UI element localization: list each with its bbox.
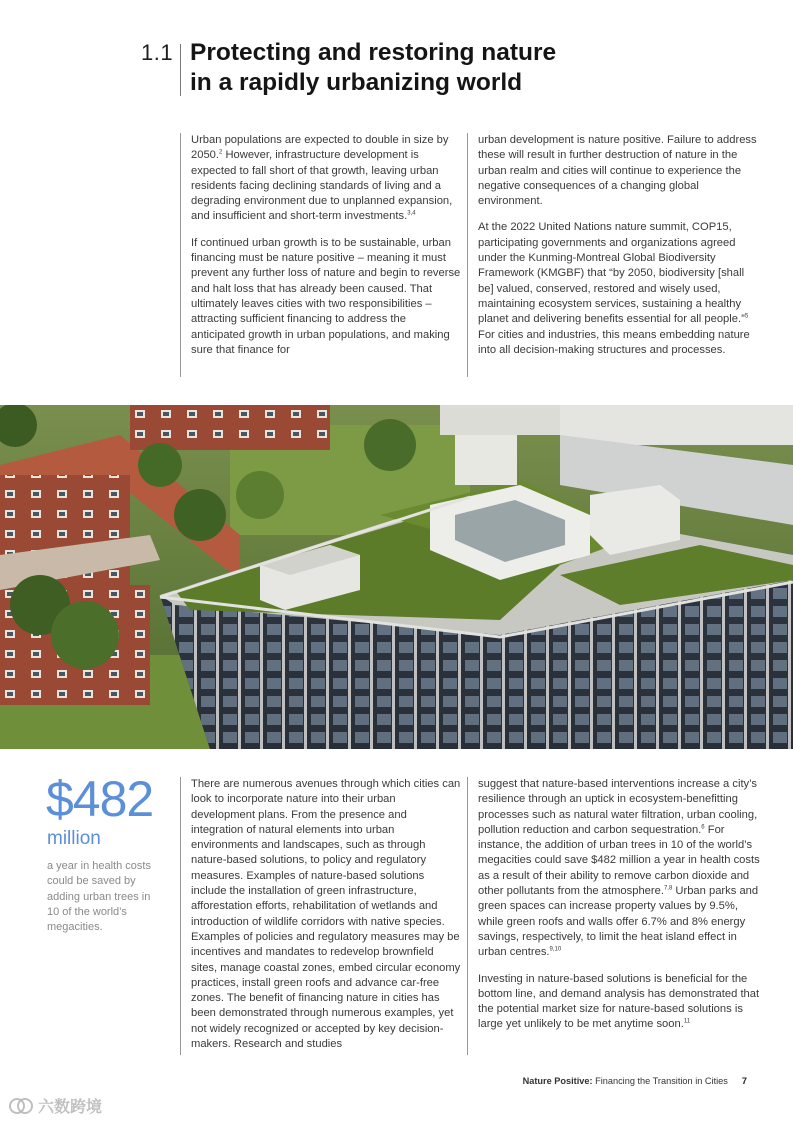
paragraph-text: For instance, the addition of urban trees in 10 of the world’s megacities could save $482 million a year in health costs as a result of their ability to remove carbon dioxide and other pollutants from the atmosphere. xyxy=(478,823,760,898)
page-title xyxy=(190,38,610,98)
bottom-left-column xyxy=(180,777,461,1055)
paragraph-text: Investing in nature-based solutions is beneficial for the bottom line, and demand analysis has demonstrated that the potential market size for nature-based solutions is large yet unlikely to be met anytime soon. xyxy=(478,972,760,1031)
footer-title xyxy=(523,1076,728,1086)
paragraph-text: At the 2022 United Nations nature summit, COP15, participating governments and organizations agreed under the Kunming-Montreal Global Biodiversity Framework (KMGBF) that “by 2050, biodiversity [shall be] valued, conserved, restored and wisely used, maintaining ecosystem services, sustaining a healthy planet and delivering benefits essential for all people.” xyxy=(478,221,745,326)
bottom-right-column xyxy=(467,777,760,1055)
section-divider xyxy=(180,44,181,96)
watermark-text: 六数跨境 xyxy=(38,1099,103,1116)
paragraph: There are numerous avenues through which cities can look to incorporate nature into their urban development plans. From the presence and integration of natural elements into urban environments and landscapes, such as through nature-based solutions, to policy and regulatory measures. Examples of nature-based solutions include the installation of green infrastructure, afforestation efforts, rehabilitation of wetlands and introduction of wildlife corridors with native species. Examples of policies and regulatory measures may be incentives and mandates to redevelop brownfield sites, manage coastal zones, embed circular economy practices, install green roofs and advance car-free zones. The benefit of financing nature in cities has been demonstrated through numerous examples, yet not widely recognized or accepted by key decision-makers. Research and studies xyxy=(191,778,461,1051)
footnote-ref: 5 xyxy=(744,313,749,320)
top-left-column xyxy=(180,133,461,377)
page-footer xyxy=(523,1076,747,1086)
footer-subtitle: Financing the Transition in Cities xyxy=(592,1076,728,1086)
paragraph: If continued urban growth is to be sustainable, urban financing must be nature positive – meaning it must prevent any further loss of nature and begin to reverse and halt loss that has already been caused. That ultimately leaves cities with two responsibilities – attracting sufficient financing to address the anticipated growth in urban populations, and making sure that finance for xyxy=(191,236,461,356)
stat-description: a year in health costs could be saved by adding urban trees in 10 of the world’s megacities. xyxy=(47,860,151,934)
stat-value: $482 xyxy=(46,771,154,827)
footer-brand: Nature Positive: xyxy=(522,1076,593,1086)
title-line-1: Protecting and restoring nature xyxy=(190,39,557,66)
paragraph-text: Urban populations are expected to double in size by 2050. xyxy=(191,134,449,162)
stat-unit: million xyxy=(47,828,101,849)
green-roof-building-photo xyxy=(0,405,793,749)
paragraph xyxy=(478,972,760,1033)
watermark xyxy=(8,1094,102,1117)
paragraph-text: suggest that nature-based interventions increase a city’s resilience through an uptick in ecosystem-benefitting processes such as natural water filtration, urban cooling, pollution reduction and carbon sequestration. xyxy=(478,778,758,836)
title-line-2: in a rapidly urbanizing world xyxy=(190,69,523,96)
footnote-ref: 11 xyxy=(683,1018,691,1025)
paragraph xyxy=(191,133,461,225)
top-right-column xyxy=(467,133,760,377)
paragraph-text: However, infrastructure development is expected to fall short of that growth, leaving urban residents facing declining standards of living and a degrading environment due to unplanned expansion, and insufficient and short-term investments. xyxy=(191,149,453,223)
page-number: 7 xyxy=(741,1076,747,1086)
section-number: 1.1 xyxy=(141,40,174,65)
paragraph: urban development is nature positive. Failure to address these will result in further destruction of nature in the urban realm and cities will continue to experience the negative consequences of a changing global environment. xyxy=(478,134,757,208)
footnote-ref: 3,4 xyxy=(407,210,416,217)
paragraph xyxy=(478,220,760,358)
footnote-ref: 7,8 xyxy=(663,885,673,892)
paragraph xyxy=(478,777,760,961)
footnote-ref: 6 xyxy=(701,824,705,831)
footnote-ref: 2 xyxy=(219,149,223,156)
paragraph-text: Urban parks and green spaces can increase property values by 9.5%, while green roofs and walls offer 6.7% and 8% energy savings, respectively, to limit the heat island effect in urban centres. xyxy=(478,885,759,959)
watermark-logo-icon xyxy=(8,1097,34,1115)
footnote-ref: 9,10 xyxy=(549,946,562,953)
paragraph-text: For cities and industries, this means embedding nature into all decision-making structures and processes. xyxy=(478,328,750,356)
